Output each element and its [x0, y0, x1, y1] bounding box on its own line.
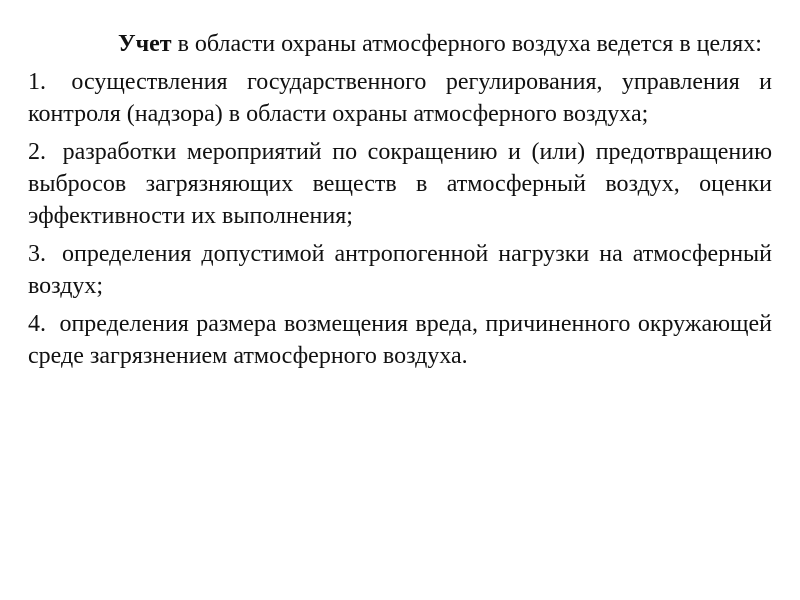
- list-item-number: 3.: [28, 241, 46, 267]
- list-item-text: определения размера возмещения вреда, причиненного окружающей среде загрязнением атмосферного воздуха.: [28, 311, 773, 369]
- list-item-number: 1.: [28, 69, 46, 95]
- intro-paragraph: [28, 28, 772, 60]
- list-item-text: определения допустимой антропогенной нагрузки на атмосферный воздух;: [28, 241, 773, 299]
- list-item: [28, 66, 772, 130]
- list-item-text: осуществления государственного регулирования, управления и контроля (надзора) в области охраны атмосферного воздуха;: [28, 69, 772, 127]
- list-item: [28, 136, 772, 232]
- list-item-number: 4.: [28, 311, 46, 337]
- list-item: [28, 238, 772, 302]
- list-item-number: 2.: [28, 139, 46, 165]
- intro-lead-word: Учет: [118, 31, 172, 57]
- list-item-text: разработки мероприятий по сокращению и (или) предотвращению выбросов загрязняющих веществ в атмосферный воздух, оценки эффективности их выполнения;: [28, 139, 773, 229]
- document-body: [28, 28, 772, 378]
- intro-text: в области охраны атмосферного воздуха ведется в целях:: [177, 31, 762, 57]
- list-item: [28, 308, 772, 372]
